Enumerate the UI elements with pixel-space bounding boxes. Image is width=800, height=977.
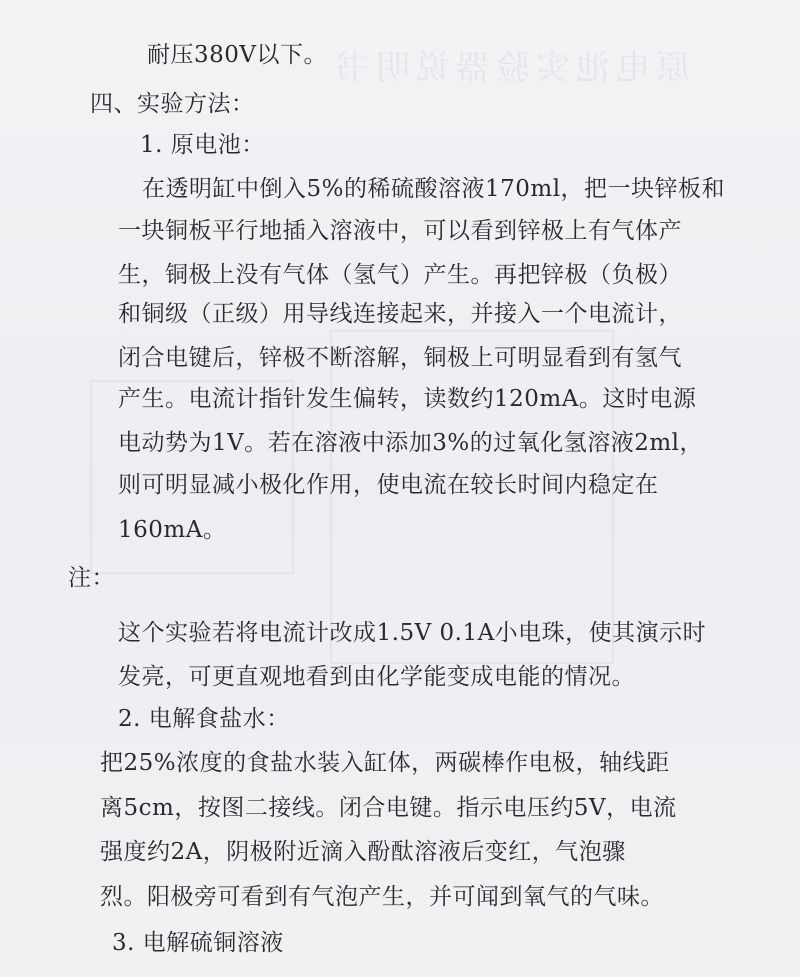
text-line: 这个实验若将电流计改成1.5V 0.1A小电珠，使其演示时 — [118, 620, 707, 646]
note-heading: 注： — [68, 565, 115, 591]
text-line: 在透明缸中倒入5%的稀硫酸溶液170ml，把一块锌板和 — [142, 176, 726, 202]
text-line: 一块铜板平行地插入溶液中，可以看到锌极上有气体产 — [118, 218, 682, 244]
text-line: 烈。阳极旁可看到有气泡产生，并可闻到氧气的气味。 — [100, 884, 664, 910]
text-line: 160mA。 — [118, 517, 227, 543]
text-line: 强度约2A，阴极附近滴入酚酞溶液后变红，气泡骤 — [100, 839, 626, 865]
bleed-through-decoration: 原电池实验器说明书 — [330, 48, 690, 88]
text-line: 发亮，可更直观地看到由化学能变成电能的情况。 — [118, 664, 635, 690]
text-line: 电动势为1V。若在溶液中添加3%的过氧化氢溶液2ml， — [118, 430, 704, 456]
text-line: 把25%浓度的食盐水装入缸体，两碳棒作电极，轴线距 — [100, 750, 670, 776]
subsection-heading: 2. 电解食盐水： — [118, 706, 290, 732]
text-line: 和铜级（正级）用导线连接起来，并接入一个电流计， — [118, 301, 682, 327]
text-line: 则可明显减小极化作用，使电流在较长时间内稳定在 — [118, 472, 659, 498]
text-line: 生，铜极上没有气体（氢气）产生。再把锌极（负极） — [118, 262, 682, 288]
text-line: 耐压380V以下。 — [147, 42, 328, 68]
subsection-heading: 1. 原电池： — [140, 132, 265, 158]
text-line: 离5cm，按图二接线。闭合电键。指示电压约5V，电流 — [100, 795, 677, 821]
text-line: 产生。电流计指针发生偏转，读数约120mA。这时电源 — [118, 386, 697, 412]
section-heading: 四、实验方法： — [90, 91, 255, 117]
subsection-heading: 3. 电解硫铜溶液 — [112, 930, 284, 956]
text-line: 闭合电键后，锌极不断溶解，铜极上可明显看到有氢气 — [118, 345, 682, 371]
